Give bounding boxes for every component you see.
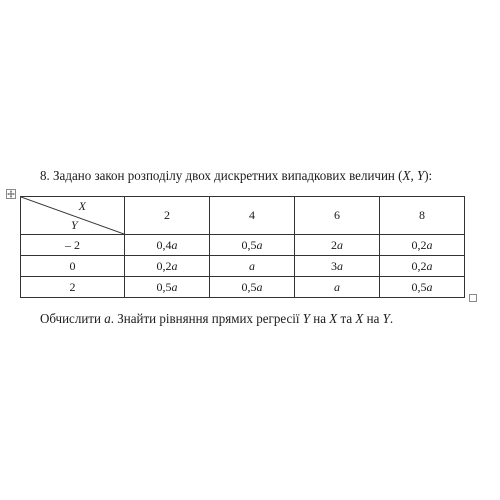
probability-cell xyxy=(125,235,210,256)
table-row xyxy=(21,277,465,298)
cell-var: a xyxy=(337,237,343,252)
problem-suffix: ): xyxy=(424,169,433,184)
probability-cell xyxy=(210,256,295,277)
var-x: X xyxy=(402,169,411,184)
table-row xyxy=(21,256,465,277)
move-arrows-icon xyxy=(7,190,15,198)
cell-var: a xyxy=(171,279,178,294)
problem-sep: , xyxy=(410,169,417,184)
y-value-label: 2 xyxy=(21,277,125,298)
cell-coef: 0,2 xyxy=(156,258,172,273)
var-y: Y xyxy=(382,312,390,327)
cell-coef: 0,2 xyxy=(411,258,427,273)
cell-coef: 2 xyxy=(331,237,337,252)
probability-cell xyxy=(210,277,295,298)
cell-var: a xyxy=(256,279,263,294)
x-value-header: 2 xyxy=(125,197,210,235)
corner-cell xyxy=(21,197,125,235)
probability-cell xyxy=(295,256,380,277)
cell-coef: 0,5 xyxy=(241,279,257,294)
question-part: та xyxy=(337,312,356,327)
cell-var: a xyxy=(256,237,263,252)
question-part: на xyxy=(310,312,330,327)
question-part: . Знайти рівняння прямих регресії xyxy=(110,312,303,327)
problem-statement xyxy=(40,168,449,186)
var-y: Y xyxy=(416,169,425,184)
probability-cell xyxy=(210,235,295,256)
probability-cell xyxy=(125,256,210,277)
var-x: X xyxy=(329,312,338,327)
y-value-label: 0 xyxy=(21,256,125,277)
cell-var: a xyxy=(337,258,343,273)
question-part: . xyxy=(389,312,394,327)
corner-label-x: X xyxy=(78,199,86,213)
distribution-table xyxy=(20,196,465,298)
cell-var: a xyxy=(334,279,340,294)
probability-cell xyxy=(125,277,210,298)
y-value-label: – 2 xyxy=(21,235,125,256)
cell-var: a xyxy=(426,237,433,252)
question-part: на xyxy=(363,312,383,327)
x-value-header: 6 xyxy=(295,197,380,235)
cell-coef: 0,5 xyxy=(241,237,257,252)
question-text xyxy=(40,311,393,329)
probability-cell xyxy=(380,277,465,298)
var-y: Y xyxy=(302,312,311,327)
table-move-icon[interactable] xyxy=(6,189,16,199)
probability-cell xyxy=(295,277,380,298)
var-x: X xyxy=(355,312,364,327)
cell-coef: 0,5 xyxy=(411,279,427,294)
cell-coef: 0,5 xyxy=(156,279,172,294)
x-value-header: 8 xyxy=(380,197,465,235)
cell-var: a xyxy=(171,258,178,273)
cell-coef: 0,2 xyxy=(411,237,427,252)
problem-text: 8. Задано закон розподілу двох дискретних випадкових величин ( xyxy=(40,169,403,184)
table-row xyxy=(21,235,465,256)
cell-coef: 0,4 xyxy=(156,237,172,252)
cell-var: a xyxy=(171,237,178,252)
table-header-row xyxy=(21,197,465,235)
cell-coef: 3 xyxy=(331,258,337,273)
cell-var: a xyxy=(426,258,433,273)
x-value-header: 4 xyxy=(210,197,295,235)
question-part: Обчислити xyxy=(40,312,105,327)
cell-var: a xyxy=(426,279,433,294)
cell-var: a xyxy=(249,258,255,273)
corner-label-y: Y xyxy=(71,218,78,232)
probability-cell xyxy=(380,235,465,256)
probability-cell xyxy=(380,256,465,277)
var-a: a xyxy=(104,312,111,327)
probability-cell xyxy=(295,235,380,256)
table-resize-icon[interactable] xyxy=(469,294,477,302)
